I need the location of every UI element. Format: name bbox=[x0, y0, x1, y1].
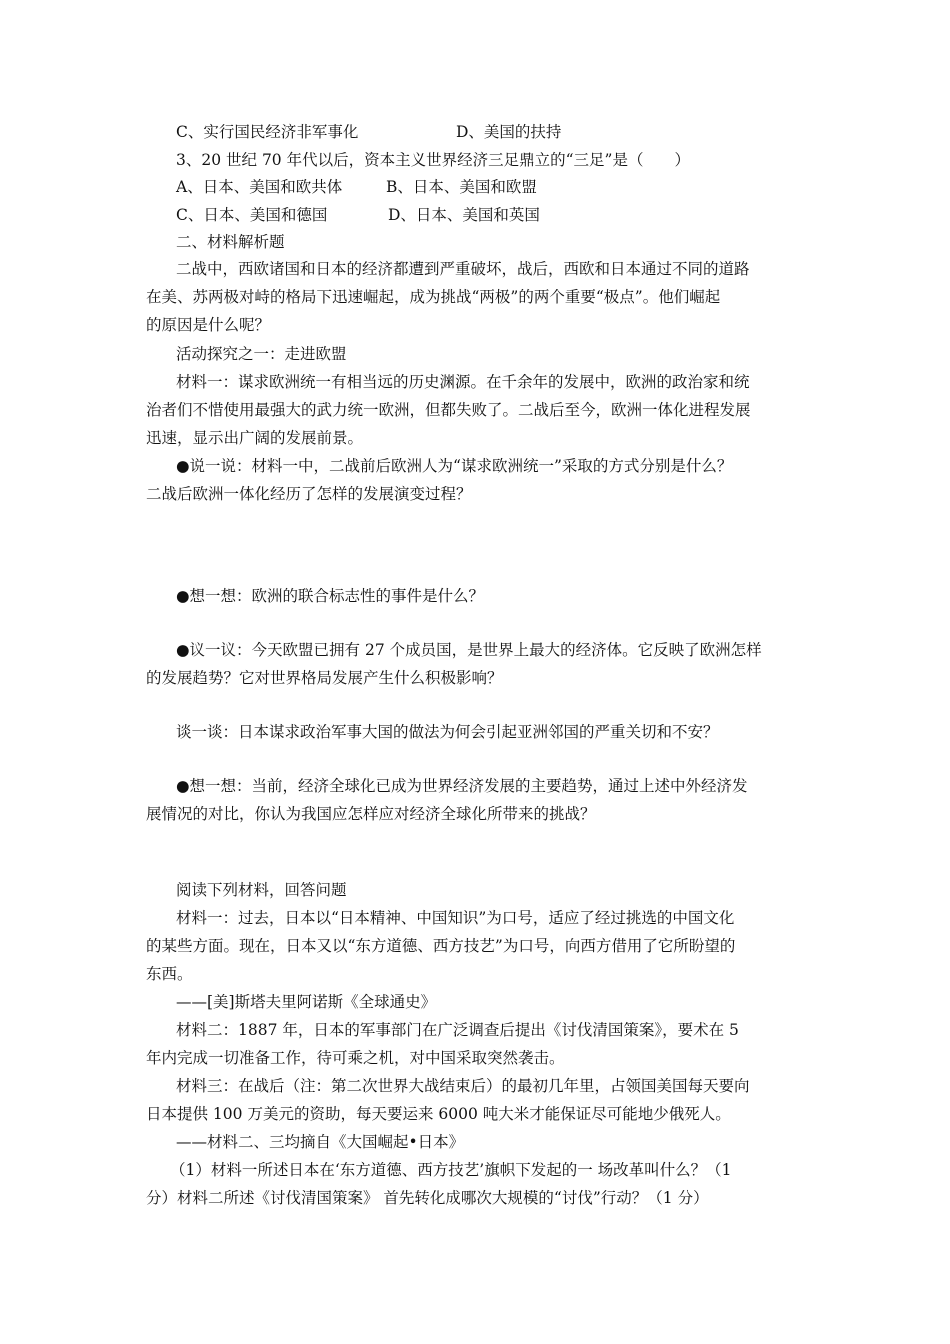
paragraph-line: 的某些方面。现在，日本又以“东方道德、西方技艺”为口号，向西方借用了它所盼望的 bbox=[146, 937, 736, 955]
source-citation: ——[美]斯塔夫里阿诺斯《全球通史》 bbox=[176, 993, 437, 1011]
paragraph-line: 东西。 bbox=[146, 965, 193, 983]
option-d: D、日本、美国和英国 bbox=[388, 206, 540, 224]
question-line: ●说一说：材料一中，二战前后欧洲人为“谋求欧洲统一”采取的方式分别是什么？ bbox=[176, 457, 733, 475]
question-line: （1）材料一所述日本在‘东方道德、西方技艺’旗帜下发起的一 场改革叫什么？（1 bbox=[170, 1161, 732, 1179]
option-b: B、日本、美国和欧盟 bbox=[386, 178, 537, 196]
question-line: ●想一想：当前，经济全球化已成为世界经济发展的主要趋势，通过上述中外经济发 bbox=[176, 777, 748, 795]
q3-options-cd bbox=[176, 205, 846, 225]
paragraph-line: 迅速，显示出广阔的发展前景。 bbox=[146, 429, 364, 447]
q3-stem: 3、20 世纪 70 年代以后，资本主义世界经济三足鼎立的“三足”是（ ） bbox=[176, 151, 690, 169]
q3-options-ab bbox=[176, 177, 846, 197]
option-a: A、日本、美国和欧共体 bbox=[176, 178, 343, 196]
paragraph-line: 材料二：1887 年，日本的军事部门在广泛调查后提出《讨伐清国策案》，要术在 5 bbox=[176, 1021, 739, 1039]
paragraph-line: 材料三：在战后（注：第二次世界大战结束后）的最初几年里，占领国美国每天要向 bbox=[176, 1077, 750, 1095]
question-line: 分）材料二所述《讨伐清国策案》 首先转化成哪次大规模的“讨伐”行动？（1 分） bbox=[146, 1189, 709, 1207]
question-line: 的发展趋势？它对世界格局发展产生什么积极影响？ bbox=[146, 669, 503, 687]
option-c: C、日本、美国和德国 bbox=[176, 206, 328, 224]
reading-heading: 阅读下列材料，回答问题 bbox=[176, 881, 347, 899]
paragraph-line: 材料一：过去，日本以“日本精神、中国知识”为口号，适应了经过挑选的中国文化 bbox=[176, 909, 735, 927]
source-citation: ——材料二、三均摘自《大国崛起•日本》 bbox=[176, 1133, 465, 1151]
paragraph-line: 在美、苏两极对峙的格局下迅速崛起，成为挑战“两极”的两个重要“极点”。他们崛起 bbox=[146, 288, 721, 306]
question-line: 二战后欧洲一体化经历了怎样的发展演变过程？ bbox=[146, 485, 472, 503]
q2-options-cd bbox=[176, 122, 846, 142]
paragraph-line: 日本提供 100 万美元的资助，每天要运来 6000 吨大米才能保证尽可能地少俄死人。 bbox=[146, 1105, 731, 1123]
section-title: 二、材料解析题 bbox=[176, 233, 285, 251]
paragraph-line: 年内完成一切准备工作，待可乘之机，对中国采取突然袭击。 bbox=[146, 1049, 565, 1067]
paragraph-line: 的原因是什么呢？ bbox=[146, 316, 271, 334]
paragraph-line: 材料一：谋求欧洲统一有相当远的历史渊源。在千余年的发展中，欧洲的政治家和统 bbox=[176, 373, 750, 391]
question-line: 展情况的对比，你认为我国应怎样应对经济全球化所带来的挑战？ bbox=[146, 805, 596, 823]
question-line: 谈一谈：日本谋求政治军事大国的做法为何会引起亚洲邻国的严重关切和不安？ bbox=[176, 723, 719, 741]
question-line: ●议一议：今天欧盟已拥有 27 个成员国，是世界上最大的经济体。它反映了欧洲怎样 bbox=[176, 641, 762, 659]
paragraph-line: 治者们不惜使用最强大的武力统一欧洲，但都失败了。二战后至今，欧洲一体化进程发展 bbox=[146, 401, 751, 419]
paragraph-line: 二战中，西欧诸国和日本的经济都遭到严重破坏，战后，西欧和日本通过不同的道路 bbox=[176, 260, 750, 278]
option-c: C、实行国民经济非军事化 bbox=[176, 123, 359, 141]
activity-heading: 活动探究之一：走进欧盟 bbox=[176, 345, 347, 363]
question-line: ●想一想：欧洲的联合标志性的事件是什么？ bbox=[176, 587, 485, 605]
option-d: D、美国的扶持 bbox=[456, 123, 562, 141]
